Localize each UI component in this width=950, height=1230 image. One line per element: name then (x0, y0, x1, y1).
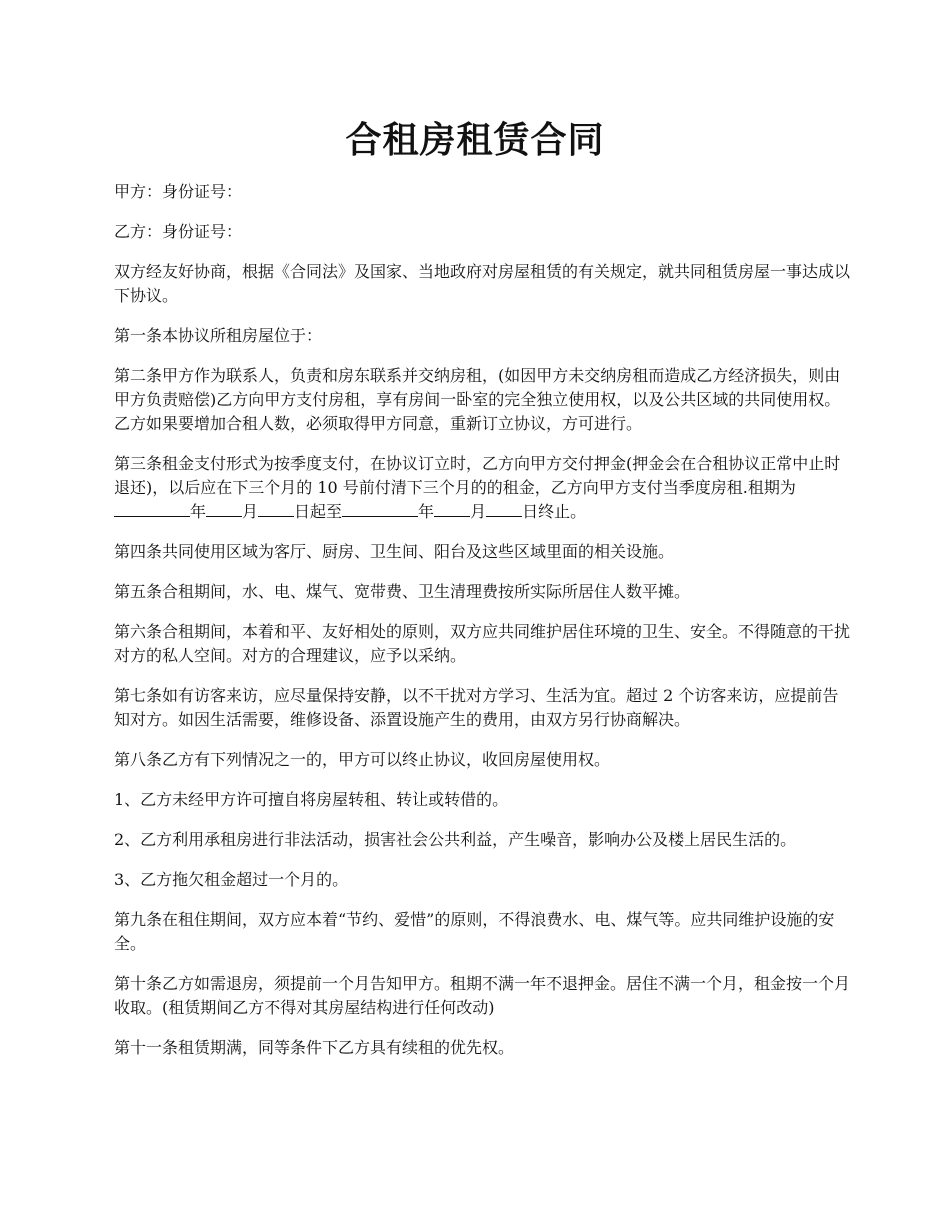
article-3-year-label: 年 (190, 502, 207, 521)
article-11: 第十一条租赁期满，同等条件下乙方具有续租的优先权。 (114, 1038, 515, 1057)
article-8-item-2: 2、乙方利用承租房进行非法活动，损害社会公共利益，产生噪音，影响办公及楼上居民生活的。 (114, 830, 797, 849)
party-a-line: 甲方：身份证号： (114, 182, 243, 201)
article-3-month2-label: 月 (470, 502, 487, 521)
article-4: 第四条共同使用区域为客厅、厨房、卫生间、阳台及这些区域里面的相关设施。 (114, 542, 675, 561)
article-6: 第六条合租期间，本着和平、友好相处的原则，双方应共同维护居住环境的卫生、安全。不得随意的干扰对方的私人空间。对方的合理建议，应予以采纳。 (114, 622, 851, 665)
blank-end-year (342, 500, 418, 517)
article-8-item-1: 1、乙方未经甲方许可擅自将房屋转租、转让或转借的。 (114, 790, 509, 809)
article-8-item-3: 3、乙方拖欠租金超过一个月的。 (114, 870, 349, 889)
document-body (114, 180, 854, 1076)
blank-end-day (486, 500, 522, 517)
article-3-end-label: 日终止。 (522, 502, 587, 521)
article-5: 第五条合租期间，水、电、煤气、宽带费、卫生清理费按所实际所居住人数平摊。 (114, 582, 691, 601)
intro-paragraph: 双方经友好协商，根据《合同法》及国家、当地政府对房屋租赁的有关规定，就共同租赁房屋一事达成以下协议。 (114, 262, 851, 305)
article-3-year2-label: 年 (418, 502, 435, 521)
blank-end-month (434, 500, 470, 517)
blank-start-year (114, 500, 190, 517)
article-10: 第十条乙方如需退房，须提前一个月告知甲方。租期不满一年不退押金。居住不满一个月，租金按一个月收取。(租赁期间乙方不得对其房屋结构进行任何改动) (114, 974, 851, 1017)
party-b-line: 乙方：身份证号： (114, 222, 243, 241)
article-3-text: 第三条租金支付形式为按季度支付，在协议订立时，乙方向甲方交付押金(押金会在合租协议正常中止时退还)，以后应在下三个月的 10 号前付清下三个月的的租金，乙方向甲方支付当季度房租.租期为 (114, 454, 841, 497)
document-title: 合租房租赁合同 (345, 119, 605, 161)
article-1: 第一条本协议所租房屋位于： (114, 326, 323, 345)
blank-start-month (206, 500, 242, 517)
article-8: 第八条乙方有下列情况之一的，甲方可以终止协议，收回房屋使用权。 (114, 750, 611, 769)
article-3 (114, 452, 854, 524)
blank-start-day (258, 500, 294, 517)
article-3-month-label: 月 (242, 502, 259, 521)
article-9: 第九条在租住期间，双方应本着“节约、爱惜”的原则，不得浪费水、电、煤气等。应共同维护设施的安全。 (114, 910, 835, 953)
article-2: 第二条甲方作为联系人，负责和房东联系并交纳房租，(如因甲方未交纳房租而造成乙方经济损失，则由甲方负责赔偿)乙方向甲方支付房租，享有房间一卧室的完全独立使用权，以及公共区域的共同使用权。乙方如果要增加合租人数，必须取得甲方同意，重新订立协议，方可进行。 (114, 366, 841, 433)
article-3-from-label: 日起至 (294, 502, 343, 521)
article-7: 第七条如有访客来访，应尽量保持安静，以不干扰对方学习、生活为宜。超过 2 个访客来访，应提前告知对方。如因生活需要，维修设备、添置设施产生的费用，由双方另行协商解决。 (114, 686, 839, 729)
